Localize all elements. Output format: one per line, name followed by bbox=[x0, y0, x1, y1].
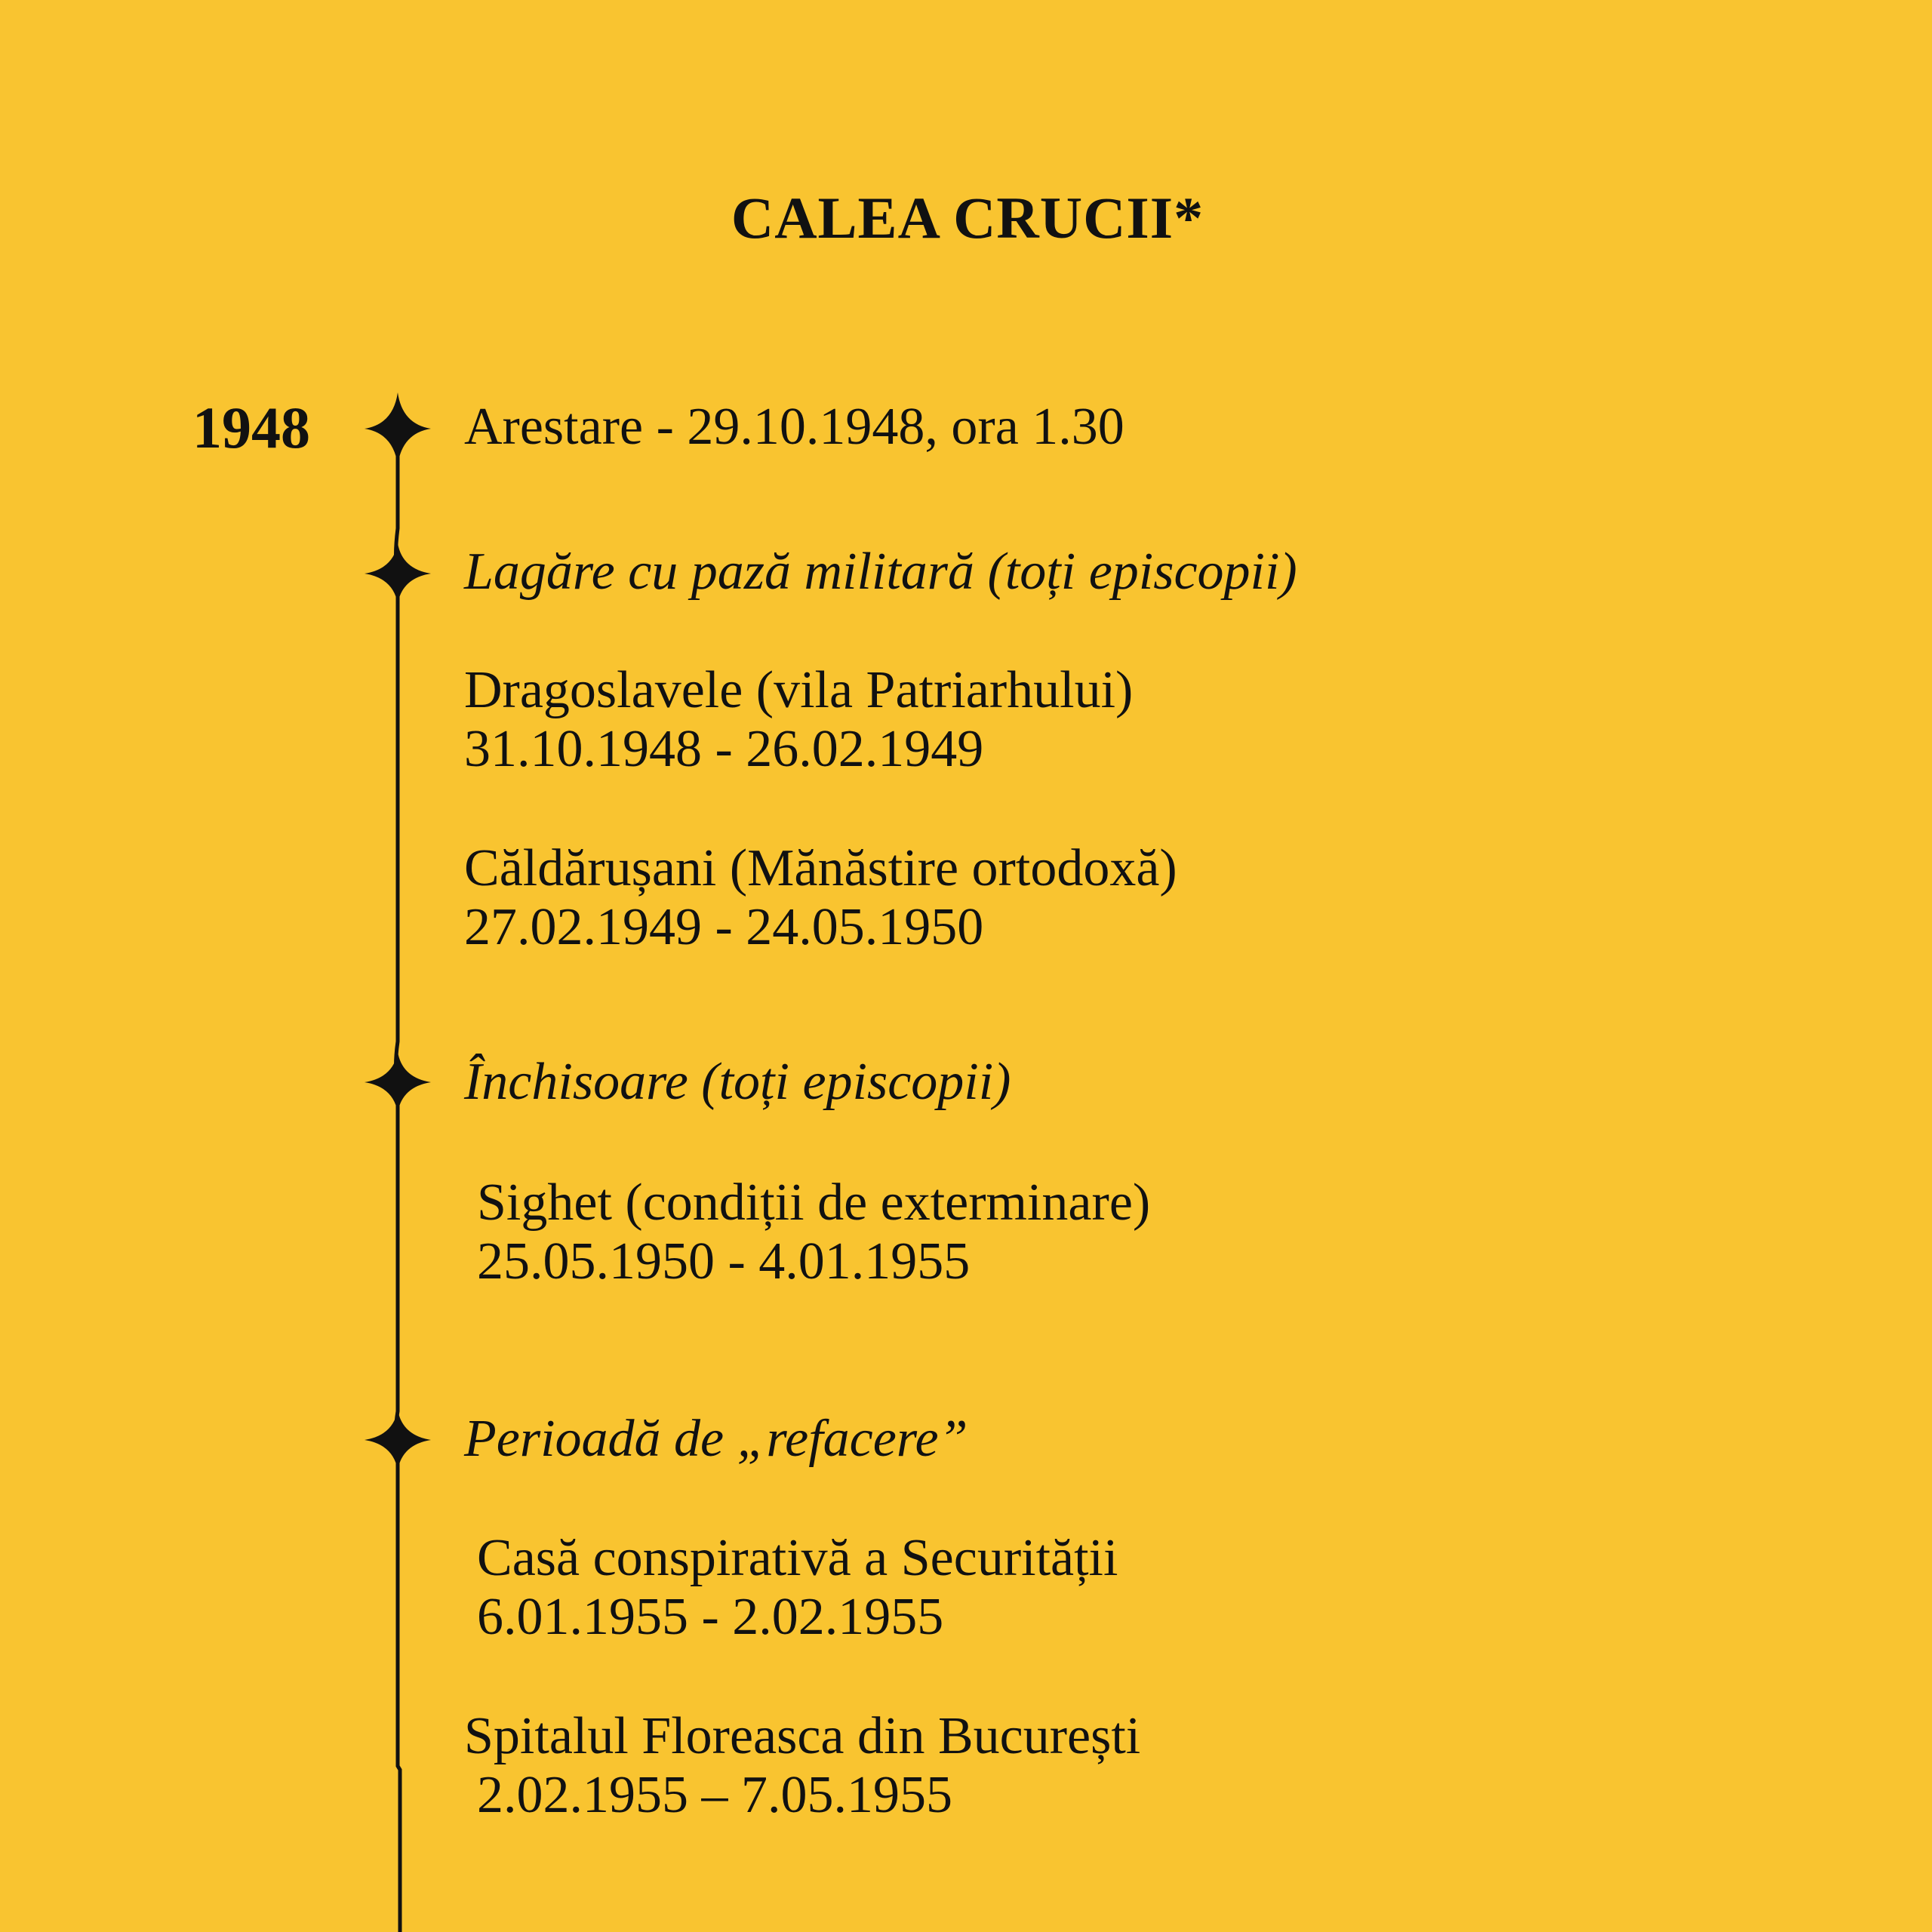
entry-safehouse-dates: 6.01.1955 - 2.02.1955 bbox=[477, 1588, 944, 1646]
entry-caldarusani-name: Căldărușani (Mănăstire ortodoxă) bbox=[464, 839, 1177, 897]
entry-caldarusani-dates: 27.02.1949 - 24.05.1950 bbox=[464, 898, 984, 956]
entry-safehouse-name: Casă conspirativă a Securității bbox=[477, 1529, 1118, 1587]
year-label: 1948 bbox=[192, 395, 310, 460]
entry-arrest: Arestare - 29.10.1948, ora 1.30 bbox=[464, 398, 1124, 456]
timeline-star-icon bbox=[365, 1410, 431, 1470]
heading-camps: Lagăre cu pază militară (toți episcopii) bbox=[464, 543, 1297, 601]
entry-sighet-dates: 25.05.1950 - 4.01.1955 bbox=[477, 1232, 971, 1291]
entry-floreasca-dates: 2.02.1955 – 7.05.1955 bbox=[477, 1766, 952, 1824]
heading-prison: Închisoare (toți episcopii) bbox=[464, 1053, 1011, 1111]
timeline-star-icon bbox=[365, 1052, 431, 1112]
entry-dragoslavele-dates: 31.10.1948 - 26.02.1949 bbox=[464, 720, 984, 778]
entry-sighet-name: Sighet (condiții de exterminare) bbox=[477, 1174, 1151, 1232]
heading-recovery: Perioadă de „refacere” bbox=[464, 1410, 968, 1468]
entry-dragoslavele-name: Dragoslavele (vila Patriarhului) bbox=[464, 661, 1134, 719]
timeline-star-icon bbox=[365, 392, 431, 465]
entry-floreasca-name: Spitalul Floreasca din București bbox=[464, 1707, 1141, 1765]
timeline-vertical-line bbox=[396, 453, 401, 1932]
timeline-star-icon bbox=[365, 543, 431, 604]
page-title: CALEA CRUCII* bbox=[731, 185, 1204, 251]
